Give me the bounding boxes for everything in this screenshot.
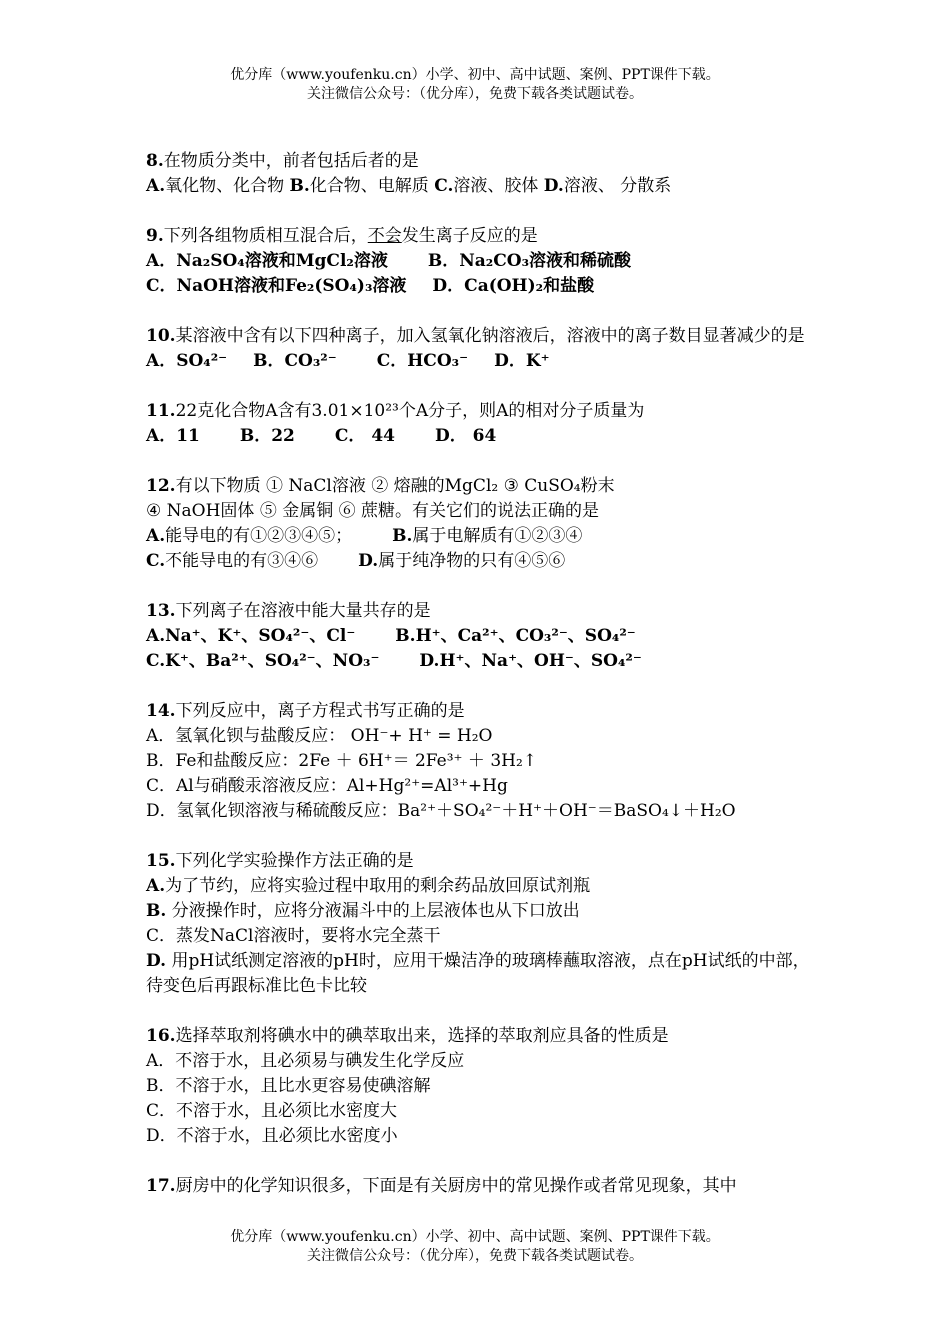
question-15 — [146, 849, 816, 999]
option-label: B. — [289, 176, 310, 196]
option-c: C．HCO₃⁻ — [376, 351, 469, 371]
option-c: C.K⁺、Ba²⁺、SO₄²⁻、NO₃⁻ — [146, 651, 380, 671]
option-label: C. — [434, 176, 454, 196]
option-label: D. — [543, 176, 564, 196]
option-c: C． 44 — [334, 426, 395, 446]
underlined-text: 不会 — [367, 226, 402, 246]
option-d-row — [146, 949, 816, 999]
question-11 — [146, 399, 816, 449]
option-a: A．不溶于水，且必须易与碘发生化学反应 — [146, 1051, 465, 1071]
option-a: A．氢氧化钡与盐酸反应： OH⁻+ H⁺ = H₂O — [146, 726, 493, 746]
question-number: 14. — [146, 701, 176, 721]
option-b: 属于电解质有①②③④ — [412, 526, 583, 546]
option-b: 化合物、电解质 — [309, 176, 429, 196]
option-d: 属于纯净物的只有④⑤⑥ — [378, 551, 566, 571]
question-list — [146, 149, 816, 1224]
option-c: C．蒸发NaCl溶液时，要将水完全蒸干 — [146, 926, 441, 946]
question-14 — [146, 699, 816, 824]
options-row — [146, 549, 816, 574]
option-a: 氧化物、化合物 — [165, 176, 285, 196]
question-stem: 12.有以下物质 ① NaCl溶液 ② 熔融的MgCl₂ ③ CuSO₄粉末 — [146, 476, 615, 496]
option-d: D． 64 — [435, 426, 497, 446]
options-row — [146, 174, 816, 199]
question-9 — [146, 224, 816, 299]
question-number: 16. — [146, 1026, 176, 1046]
question-stem-continued: ④ NaOH固体 ⑤ 金属铜 ⑥ 蔗糖。有关它们的说法正确的是 — [146, 501, 600, 521]
option-d: D．不溶于水，且必须比水密度小 — [146, 1126, 398, 1146]
question-12 — [146, 474, 816, 574]
option-b: B.H⁺、Ca²⁺、CO₃²⁻、SO₄²⁻ — [395, 626, 636, 646]
option-label: A. — [146, 176, 166, 196]
question-stem: 8.在物质分类中，前者包括后者的是 — [146, 151, 419, 171]
options-row — [146, 249, 816, 274]
option-label: A. — [146, 526, 166, 546]
option-a-row — [146, 874, 816, 899]
question-number: 11. — [146, 401, 176, 421]
option-a: A.Na⁺、K⁺、SO₄²⁻、Cl⁻ — [146, 626, 356, 646]
question-number: 10. — [146, 326, 176, 346]
option-label: A. — [146, 876, 166, 896]
option-label: B. — [146, 901, 167, 921]
question-stem: 10.某溶液中含有以下四种离子，加入氢氧化钠溶液后，溶液中的离子数目显著减少的是 — [146, 326, 805, 346]
option-a: A．11 — [146, 426, 200, 446]
question-number: 13. — [146, 601, 176, 621]
question-number: 9. — [146, 226, 164, 246]
question-17 — [146, 1174, 816, 1199]
option-c: C．NaOH溶液和Fe₂(SO₄)₃溶液 — [146, 276, 407, 296]
options-row — [146, 524, 816, 549]
footer-line-1: 优分库（www.youfenku.cn）小学、初中、高中试题、案例、PPT课件下载。 — [230, 1229, 720, 1245]
options-row — [146, 649, 816, 674]
question-number: 17. — [146, 1176, 176, 1196]
option-label: D. — [358, 551, 379, 571]
option-a: 为了节约，应将实验过程中取用的剩余药品放回原试剂瓶 — [165, 876, 591, 896]
options-row — [146, 349, 816, 374]
option-a: A．Na₂SO₄溶液和MgCl₂溶液 — [146, 251, 388, 271]
option-a: 能导电的有①②③④⑤； — [165, 526, 353, 546]
option-b-row — [146, 899, 816, 924]
option-c: C．Al与硝酸汞溶液反应：Al+Hg²⁺=Al³⁺+Hg — [146, 776, 508, 796]
option-d: 用pH试纸测定溶液的pH时，应用干燥洁净的玻璃棒蘸取溶液，点在pH试纸的中部，待变色后再跟标准比色卡比较 — [146, 951, 810, 996]
question-13 — [146, 599, 816, 674]
option-d: D．K⁺ — [494, 351, 550, 371]
question-stem: 13.下列离子在溶液中能大量共存的是 — [146, 601, 431, 621]
question-number: 15. — [146, 851, 176, 871]
options-row — [146, 624, 816, 649]
question-stem: 16.选择萃取剂将碘水中的碘萃取出来，选择的萃取剂应具备的性质是 — [146, 1026, 669, 1046]
option-d: 溶液、 分散系 — [563, 176, 672, 196]
option-label: C. — [146, 551, 166, 571]
question-8 — [146, 149, 816, 199]
option-d: D．氢氧化钡溶液与稀硫酸反应：Ba²⁺＋SO₄²⁻＋H⁺＋OH⁻＝BaSO₄↓＋H₂O — [146, 801, 736, 821]
option-a: A．SO₄²⁻ — [146, 351, 228, 371]
header-line-1: 优分库（www.youfenku.cn）小学、初中、高中试题、案例、PPT课件下载。 — [230, 67, 720, 83]
page-header — [0, 66, 950, 104]
options-row — [146, 424, 816, 449]
question-16 — [146, 1024, 816, 1149]
option-c: C．不溶于水，且必须比水密度大 — [146, 1101, 398, 1121]
question-stem: 9.下列各组物质相互混合后，不会发生离子反应的是 — [146, 226, 538, 246]
header-line-2: 关注微信公众号：（优分库），免费下载各类试题试卷。 — [307, 86, 643, 102]
page-footer — [0, 1228, 950, 1266]
option-d: D．Ca(OH)₂和盐酸 — [432, 276, 595, 296]
option-label: D. — [146, 951, 167, 971]
option-c: 溶液、胶体 — [453, 176, 539, 196]
question-stem: 14.下列反应中，离子方程式书写正确的是 — [146, 701, 465, 721]
question-stem: 17.厨房中的化学知识很多，下面是有关厨房中的常见操作或者常见现象，其中 — [146, 1176, 737, 1196]
footer-line-2: 关注微信公众号：（优分库），免费下载各类试题试卷。 — [307, 1248, 643, 1264]
question-number: 8. — [146, 151, 164, 171]
option-label: B. — [392, 526, 413, 546]
option-b: B．不溶于水，且比水更容易使碘溶解 — [146, 1076, 431, 1096]
option-b: B．Na₂CO₃溶液和稀硫酸 — [427, 251, 632, 271]
option-b: 分液操作时，应将分液漏斗中的上层液体也从下口放出 — [166, 901, 580, 921]
question-stem: 11.22克化合物A含有3.01×10²³个A分子，则A的相对分子质量为 — [146, 401, 645, 421]
option-b: B．22 — [239, 426, 295, 446]
question-number: 12. — [146, 476, 176, 496]
option-b: B．Fe和盐酸反应：2Fe ＋ 6H⁺＝ 2Fe³⁺ ＋ 3H₂↑ — [146, 751, 538, 771]
question-10 — [146, 324, 816, 374]
question-stem: 15.下列化学实验操作方法正确的是 — [146, 851, 414, 871]
option-d: D.H⁺、Na⁺、OH⁻、SO₄²⁻ — [419, 651, 642, 671]
option-c: 不能导电的有③④⑥ — [165, 551, 319, 571]
options-row — [146, 274, 816, 299]
option-b: B．CO₃²⁻ — [253, 351, 337, 371]
